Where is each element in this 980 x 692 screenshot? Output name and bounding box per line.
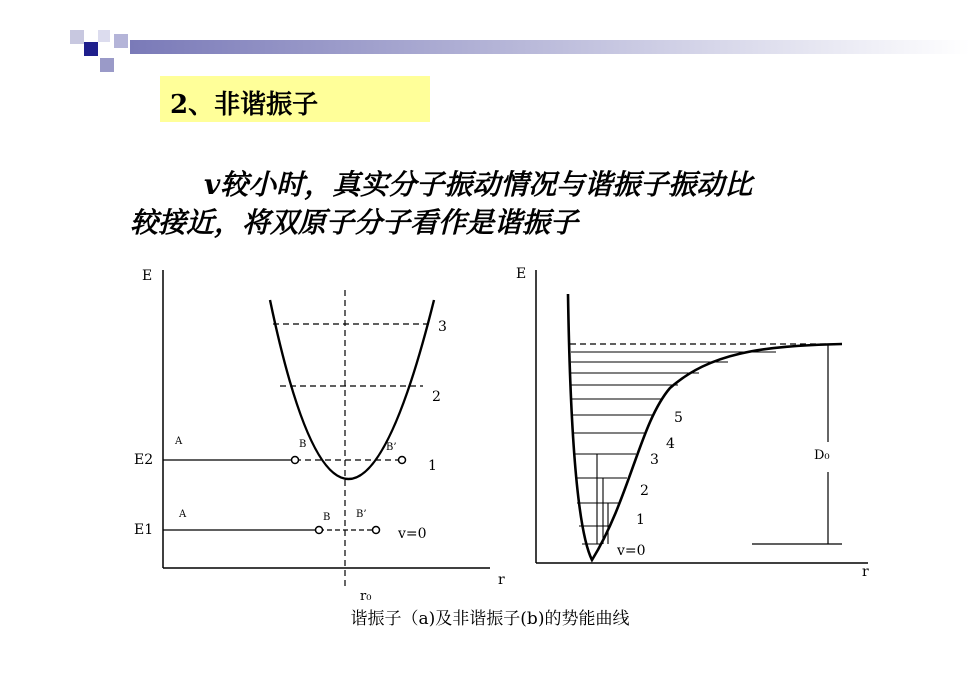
- figure-a-level-label-1: 1: [428, 458, 437, 474]
- figure-b-level-label-1: 1: [636, 512, 645, 528]
- figure-a-point-b-upper: [292, 457, 299, 464]
- figure-a-e1-label: E1: [134, 522, 154, 538]
- figure-a-point-b-upper-label: B: [299, 439, 307, 450]
- figure-a-axis-y-label: E: [142, 268, 153, 284]
- slide-paragraph: [130, 166, 870, 242]
- figure-a-parabola: [270, 300, 434, 479]
- decor-square-light: [100, 58, 114, 72]
- figure-a-point-b-lower: [316, 527, 323, 534]
- figure-a-level-label-2: 2: [432, 389, 441, 405]
- slide-decoration: [0, 0, 980, 80]
- figure-a-point-b-prime-upper: [399, 457, 406, 464]
- figure-b-d0-label: D₀: [814, 448, 830, 463]
- figure-a-axis-x-label: r: [498, 572, 505, 588]
- potential-energy-figure: [130, 258, 880, 603]
- figure-b-level-label-4: 4: [666, 436, 675, 452]
- figure-b-level-label-2: 2: [640, 483, 649, 499]
- paragraph-line-2: 较接近，将双原子分子看作是谐振子: [130, 206, 579, 239]
- figure-b-level-label-5: 5: [674, 410, 683, 426]
- figure-a-point-a-lower-label: A: [179, 509, 187, 520]
- figure-a-e2-label: E2: [134, 452, 154, 468]
- title-box: [160, 76, 430, 122]
- slide-title: 2、非谐振子: [170, 90, 319, 120]
- decor-square-dark: [84, 42, 98, 56]
- figure-a-r0-label: r₀: [360, 589, 372, 603]
- figure-b-potential-curve: [568, 294, 842, 560]
- decor-square-light: [70, 30, 84, 44]
- figure-a-point-b-prime-upper-label: B’: [386, 442, 397, 453]
- decor-gradient-bar: [130, 40, 970, 54]
- figure-a-point-b-prime-lower-label: B’: [356, 509, 367, 520]
- figure-b-axis-x-label: r: [862, 564, 869, 580]
- figure-a-level-label-3: 3: [438, 319, 447, 335]
- figure-a-harmonic: [134, 268, 505, 603]
- figure-a-level-label-0: v=0: [398, 526, 427, 542]
- figure-a-point-b-lower-label: B: [323, 512, 331, 523]
- figure-b-level-label-3: 3: [650, 452, 659, 468]
- figure-a-point-b-prime-lower: [373, 527, 380, 534]
- decor-square-light: [114, 34, 128, 48]
- decor-square-light: [98, 30, 110, 42]
- figure-a-point-a-upper-label: A: [175, 436, 183, 447]
- figure-b-axis-y-label: E: [516, 266, 527, 282]
- figure-b-anharmonic: [516, 266, 869, 580]
- paragraph-line-1: v较小时，真实分子振动情况与谐振子振动比: [204, 168, 753, 201]
- figure-b-level-label-0: v=0: [617, 543, 646, 559]
- figure-caption: 谐振子（a)及非谐振子(b)的势能曲线: [350, 609, 630, 629]
